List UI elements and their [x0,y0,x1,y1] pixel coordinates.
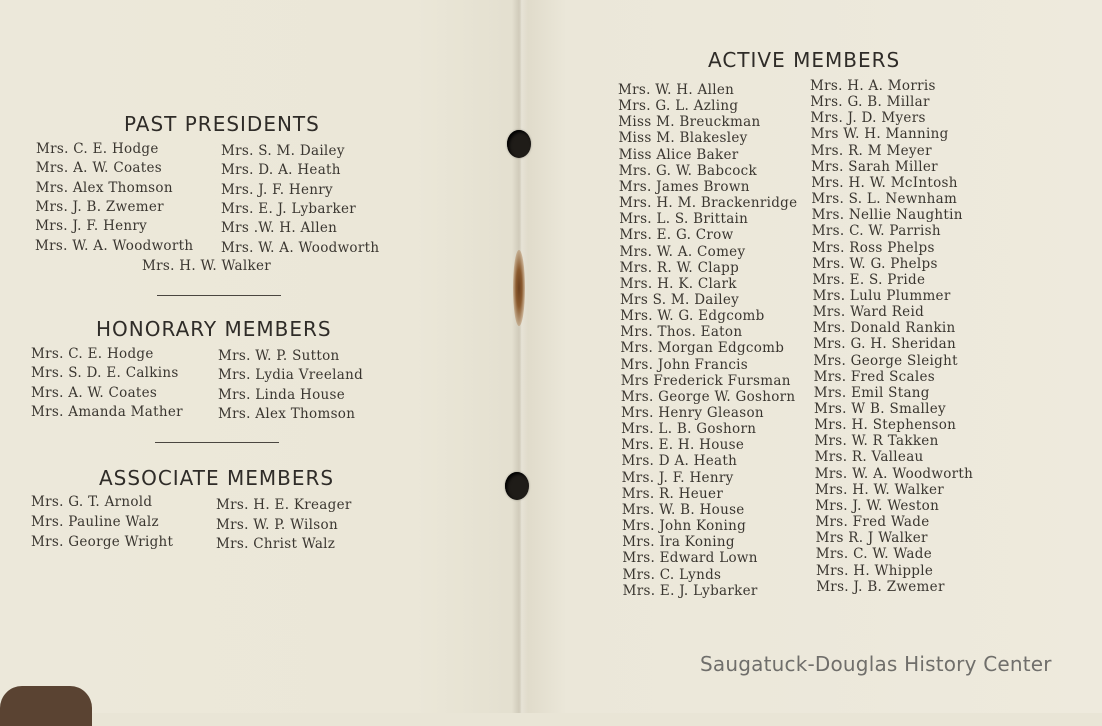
member-name: Mrs. W. R Takken [814,433,939,450]
member-name: Mrs. H. W. Walker [815,481,945,498]
member-name: Mrs. W. G. Phelps [812,255,938,272]
member-name: Mrs. R. Valleau [814,449,924,466]
member-name: Mrs Frederick Fursman [620,372,791,389]
member-name: Mrs. James Brown [618,178,750,195]
member-name: Mrs. John Koning [622,518,747,535]
member-name: Mrs. C. E. Hodge [31,346,154,362]
member-name: Mrs. Ross Phelps [812,239,935,256]
member-name: Mrs. A. W. Coates [31,384,158,401]
member-name: Mrs. W. A. Comey [619,243,746,260]
member-name: Mrs. J. F. Henry [35,218,148,235]
past-presidents-heading: PAST PRESIDENTS [124,112,320,136]
member-name: Mrs. R. W. Clapp [619,259,740,276]
member-name: Mrs. Donald Rankin [813,320,956,337]
member-name: Mrs. H. M. Brackenridge [619,195,798,212]
member-name: Mrs. Fred Wade [815,514,930,531]
corner-object [0,686,92,726]
past-president-last: Mrs. H. W. Walker [142,258,272,274]
active-members-heading: ACTIVE MEMBERS [708,48,901,72]
member-name: Mrs. Linda House [218,386,346,403]
associate-members-heading: ASSOCIATE MEMBERS [99,466,335,490]
member-name: Mrs W. H. Manning [810,126,949,143]
member-name: Mrs. Nellie Naughtin [811,207,963,224]
member-name: Mrs. S. D. E. Calkins [31,365,179,382]
member-name: Mrs. D. A. Heath [221,162,341,179]
member-name: Mrs. E. J. Lybarker [622,582,758,599]
member-name: Mrs. G. W. Babcock [618,162,757,179]
member-name: Mrs. Lulu Plummer [812,287,951,304]
member-name: Mrs .W. H. Allen [221,220,338,237]
member-name: Mrs. E. J. Lybarker [221,200,356,217]
member-name: Mrs. C. Lynds [622,566,722,583]
member-name: Mrs. J. W. Weston [815,497,940,514]
member-name: Mrs. W B. Smalley [814,401,946,417]
member-name: Mrs. W. G. Edgcomb [620,308,765,325]
member-name: Mrs. A. W. Coates [35,160,162,177]
divider-1 [157,295,281,296]
member-name: Mrs. J. F. Henry [221,181,333,198]
member-name: Mrs. Pauline Walz [31,514,159,530]
honorary-members-heading: HONORARY MEMBERS [96,317,332,341]
member-name: Mrs. Thos. Eaton [620,324,743,341]
member-name: Mrs. R. Heuer [621,485,724,502]
member-name: Mrs. H. W. McIntosh [811,174,958,191]
member-name: Mrs. S. L. Newnham [811,191,958,208]
member-name: Mrs. J. F. Henry [621,469,734,486]
member-name: Mrs. J. B. Zwemer [816,578,945,595]
member-name: Mrs. Emil Stang [813,384,930,401]
member-name: Mrs. C. E. Hodge [36,141,159,157]
member-name: Mrs. John Francis [620,356,749,373]
member-name: Mrs. H. A. Morris [810,78,936,94]
member-name: Mrs. H. K. Clark [619,275,737,292]
member-name: Mrs. George W. Goshorn [620,388,796,405]
member-name: Mrs. J. D. Myers [810,110,926,127]
member-name: Mrs. Alex Thomson [218,405,356,422]
member-name: Mrs. D A. Heath [621,453,738,470]
member-name: Mrs. Sarah Miller [811,158,938,175]
rust-stain [513,250,525,326]
member-name: Mrs. L. B. Goshorn [621,421,757,438]
divider-2 [155,442,279,443]
member-name: Mrs. W. A. Woodworth [814,465,974,482]
member-name: Mrs. Amanda Mather [31,403,183,420]
member-name: Mrs. Alex Thomson [35,179,173,196]
member-name: Mrs. W. H. Allen [618,82,735,98]
member-name: Mrs. H. Stephenson [814,417,957,434]
member-name: Mrs. W. A. Woodworth [221,239,380,256]
member-name: Mrs. H. E. Kreager [216,497,352,513]
member-name: Mrs. Morgan Edgcomb [620,340,785,357]
member-name: Miss Alice Baker [618,146,739,163]
member-name: Mrs. H. Whipple [816,562,934,579]
member-name: Miss M. Blakesley [618,130,748,147]
member-name: Mrs. Fred Scales [813,368,936,385]
member-name: Mrs. Henry Gleason [621,405,764,421]
member-name: Mrs. E. G. Crow [619,227,734,244]
member-name: Mrs. Lydia Vreeland [218,367,364,384]
punch-hole-bottom [505,472,529,500]
page-spine [512,0,528,713]
member-name: Mrs R. J Walker [815,530,928,547]
member-name: Mrs. E. S. Pride [812,271,926,288]
member-name: Mrs. George Sleight [813,352,958,369]
member-name: Mrs. Ira Koning [622,534,735,551]
member-name: Mrs S. M. Dailey [619,291,740,308]
member-name: Mrs. L. S. Brittain [619,211,749,228]
member-name: Mrs. G. B. Millar [810,94,930,111]
member-name: Mrs. George Wright [31,534,174,550]
member-name: Mrs. Edward Lown [622,550,758,567]
member-name: Mrs. Christ Walz [216,536,336,552]
member-name: Mrs. G. H. Sheridan [813,336,957,353]
member-name: Mrs. W. P. Sutton [218,348,340,364]
member-name: Mrs. Ward Reid [812,304,925,321]
punch-hole-top [507,130,531,158]
member-name: Mrs. S. M. Dailey [221,143,345,159]
history-center-watermark: Saugatuck-Douglas History Center [700,652,1052,676]
member-name: Mrs. J. B. Zwemer [35,198,164,215]
member-name: Mrs. C. W. Parrish [811,223,941,240]
member-name: Mrs. C. W. Wade [815,546,932,563]
member-name: Mrs. W. A. Woodworth [35,237,194,254]
member-name: Mrs. W. B. House [621,501,745,518]
member-name: Mrs. G. T. Arnold [31,494,153,510]
member-name: Mrs. E. H. House [621,437,745,454]
member-name: Mrs. G. L. Azling [618,98,739,115]
member-name: Mrs. W. P. Wilson [216,516,338,533]
member-name: Miss M. Breuckman [618,114,761,131]
member-name: Mrs. R. M Meyer [810,142,932,159]
